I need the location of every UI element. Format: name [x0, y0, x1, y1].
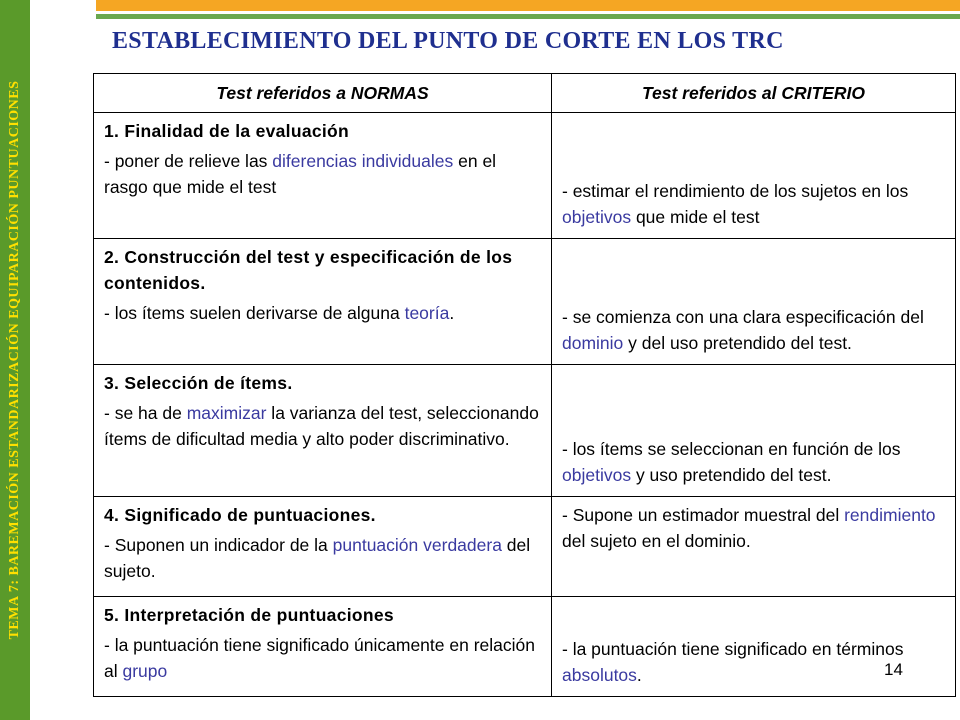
row-1-left-text-end: en el rasgo que mide el test [104, 151, 497, 197]
header-criterio: Test referidos al CRITERIO [552, 74, 956, 113]
row-5-heading: 5. Interpretación de puntuaciones [104, 605, 394, 625]
row-5-right-text-end: . [636, 665, 642, 685]
row-4-right-text: - Supone un estimador muestral del [562, 505, 845, 525]
row-2-right-text-end: y del uso pretendido del test. [623, 333, 852, 353]
row-4-left-text-end: del sujeto. [104, 535, 531, 581]
top-orange-bar [96, 0, 960, 11]
row-2-left-text: - los ítems suelen derivarse de alguna [104, 303, 405, 323]
row-3-right [552, 365, 956, 497]
row-4-right-text-end: del sujeto en el dominio. [562, 531, 751, 551]
row-2-right-text: - se comienza con una clara especificación del [562, 307, 924, 327]
table-row [94, 239, 956, 365]
row-3-left-text: - se ha de [104, 403, 187, 423]
row-3-right-text: - los ítems se seleccionan en función de los [562, 439, 901, 459]
row-2-left-highlight: teoría [404, 303, 450, 323]
row-1-right-highlight: objetivos [562, 207, 632, 227]
row-3-heading: 3. Selección de ítems. [104, 373, 293, 393]
row-2-heading: 2. Construcción del test y especificación de los contenidos. [104, 247, 513, 293]
page-number: 14 [884, 660, 903, 679]
row-5-left [94, 597, 552, 697]
row-4-left [94, 497, 552, 597]
row-5-right-highlight: absolutos [562, 665, 637, 685]
row-2-right-highlight: dominio [562, 333, 624, 353]
row-3-left-highlight: maximizar [186, 403, 267, 423]
row-2-left-text-end: . [449, 303, 455, 323]
comparison-table [93, 73, 956, 697]
row-4-left-highlight: puntuación verdadera [332, 535, 502, 555]
row-2-left [94, 239, 552, 365]
row-3-right-text-end: y uso pretendido del test. [631, 465, 832, 485]
header-normas: Test referidos a NORMAS [94, 74, 552, 113]
row-4-right [552, 497, 956, 597]
table-header-row [94, 74, 956, 113]
row-1-left-text: - poner de relieve las [104, 151, 273, 171]
slide-title: ESTABLECIMIENTO DEL PUNTO DE CORTE EN LOS TRC [112, 28, 784, 54]
row-3-left [94, 365, 552, 497]
row-3-right-highlight: objetivos [562, 465, 632, 485]
row-5-right [552, 597, 956, 697]
row-4-left-text: - Suponen un indicador de la [104, 535, 333, 555]
table-row [94, 497, 956, 597]
row-4-right-highlight: rendimiento [844, 505, 936, 525]
table-row [94, 365, 956, 497]
row-5-left-text: - la puntuación tiene significado únicamente en relación al [104, 635, 535, 681]
table-row [94, 597, 956, 697]
row-4-heading: 4. Significado de puntuaciones. [104, 505, 376, 525]
row-1-right-text-end: que mide el test [631, 207, 760, 227]
row-5-right-text: - la puntuación tiene significado en términos [562, 639, 904, 659]
row-1-left-highlight: diferencias individuales [272, 151, 454, 171]
top-green-bar [96, 14, 960, 19]
row-1-left [94, 113, 552, 239]
row-2-right [552, 239, 956, 365]
side-bar [0, 0, 30, 720]
row-3-left-text-end: la varianza del test, seleccionando ítems de dificultad media y alto poder discriminativo. [104, 403, 539, 449]
side-bar-text: TEMA 7: BAREMACIÓN ESTANDARIZACIÓN EQUIPARACIÓN PUNTUACIONES [7, 80, 22, 640]
row-5-left-highlight: grupo [122, 661, 168, 681]
table-row [94, 113, 956, 239]
row-1-heading: 1. Finalidad de la evaluación [104, 121, 350, 141]
row-1-right [552, 113, 956, 239]
row-1-right-text: - estimar el rendimiento de los sujetos en los [562, 181, 909, 201]
